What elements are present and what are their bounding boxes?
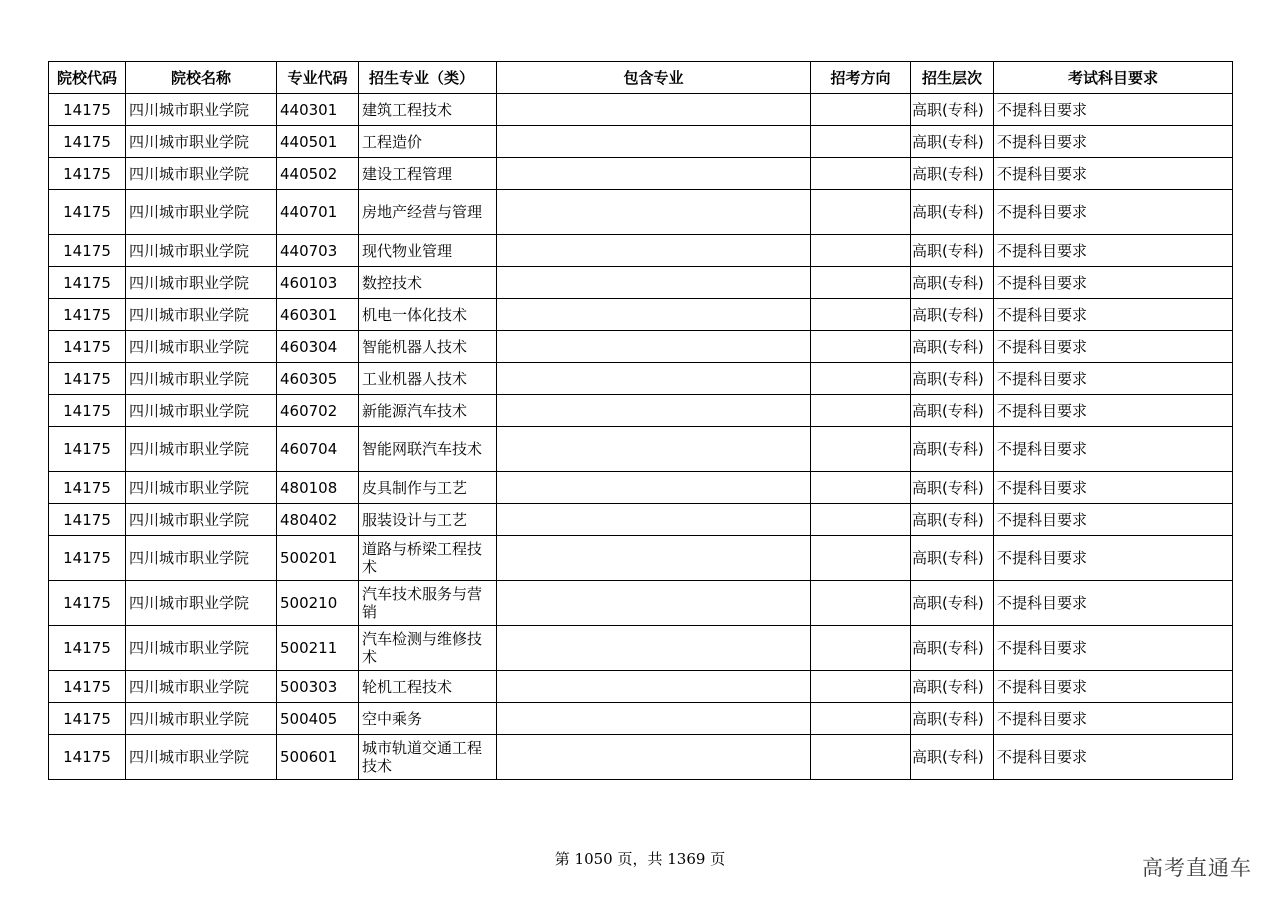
cell-school-code: 14175 bbox=[49, 735, 126, 780]
cell-major-code: 460103 bbox=[277, 267, 359, 299]
cell-level: 高职(专科) bbox=[911, 536, 994, 581]
cell-subject-requirement: 不提科目要求 bbox=[994, 395, 1233, 427]
cell-included-majors bbox=[497, 363, 811, 395]
cell-level: 高职(专科) bbox=[911, 299, 994, 331]
cell-school-name: 四川城市职业学院 bbox=[126, 158, 277, 190]
cell-major: 建设工程管理 bbox=[359, 158, 497, 190]
table-row bbox=[49, 703, 1233, 735]
cell-direction bbox=[811, 395, 911, 427]
cell-direction bbox=[811, 504, 911, 536]
cell-major-code: 460304 bbox=[277, 331, 359, 363]
table-row bbox=[49, 94, 1233, 126]
cell-subject-requirement: 不提科目要求 bbox=[994, 126, 1233, 158]
cell-direction bbox=[811, 126, 911, 158]
table-row bbox=[49, 395, 1233, 427]
cell-included-majors bbox=[497, 472, 811, 504]
cell-major-code: 440501 bbox=[277, 126, 359, 158]
cell-direction bbox=[811, 581, 911, 626]
cell-school-code: 14175 bbox=[49, 126, 126, 158]
cell-major: 工程造价 bbox=[359, 126, 497, 158]
table-row bbox=[49, 427, 1233, 472]
cell-major: 皮具制作与工艺 bbox=[359, 472, 497, 504]
admissions-table bbox=[48, 61, 1233, 780]
cell-subject-requirement: 不提科目要求 bbox=[994, 626, 1233, 671]
cell-direction bbox=[811, 94, 911, 126]
cell-direction bbox=[811, 735, 911, 780]
cell-school-code: 14175 bbox=[49, 536, 126, 581]
cell-school-name: 四川城市职业学院 bbox=[126, 190, 277, 235]
cell-level: 高职(专科) bbox=[911, 472, 994, 504]
cell-included-majors bbox=[497, 331, 811, 363]
cell-major: 工业机器人技术 bbox=[359, 363, 497, 395]
cell-subject-requirement: 不提科目要求 bbox=[994, 363, 1233, 395]
cell-level: 高职(专科) bbox=[911, 363, 994, 395]
table-row bbox=[49, 472, 1233, 504]
cell-major-code: 480402 bbox=[277, 504, 359, 536]
cell-school-name: 四川城市职业学院 bbox=[126, 472, 277, 504]
cell-school-code: 14175 bbox=[49, 299, 126, 331]
cell-school-code: 14175 bbox=[49, 235, 126, 267]
cell-school-code: 14175 bbox=[49, 427, 126, 472]
cell-included-majors bbox=[497, 299, 811, 331]
cell-subject-requirement: 不提科目要求 bbox=[994, 267, 1233, 299]
cell-subject-requirement: 不提科目要求 bbox=[994, 427, 1233, 472]
cell-school-name: 四川城市职业学院 bbox=[126, 427, 277, 472]
table-row bbox=[49, 504, 1233, 536]
cell-subject-requirement: 不提科目要求 bbox=[994, 703, 1233, 735]
cell-level: 高职(专科) bbox=[911, 735, 994, 780]
cell-included-majors bbox=[497, 735, 811, 780]
cell-subject-requirement: 不提科目要求 bbox=[994, 581, 1233, 626]
cell-direction bbox=[811, 626, 911, 671]
cell-subject-requirement: 不提科目要求 bbox=[994, 235, 1233, 267]
cell-major-code: 500405 bbox=[277, 703, 359, 735]
cell-included-majors bbox=[497, 504, 811, 536]
cell-school-code: 14175 bbox=[49, 331, 126, 363]
cell-major-code: 440703 bbox=[277, 235, 359, 267]
cell-included-majors bbox=[497, 671, 811, 703]
cell-major-code: 500303 bbox=[277, 671, 359, 703]
cell-school-name: 四川城市职业学院 bbox=[126, 94, 277, 126]
cell-direction bbox=[811, 235, 911, 267]
cell-level: 高职(专科) bbox=[911, 190, 994, 235]
cell-major: 汽车检测与维修技术 bbox=[359, 626, 497, 671]
cell-subject-requirement: 不提科目要求 bbox=[994, 735, 1233, 780]
cell-major-code: 440502 bbox=[277, 158, 359, 190]
cell-school-name: 四川城市职业学院 bbox=[126, 299, 277, 331]
cell-included-majors bbox=[497, 235, 811, 267]
cell-major: 城市轨道交通工程技术 bbox=[359, 735, 497, 780]
cell-level: 高职(专科) bbox=[911, 581, 994, 626]
cell-level: 高职(专科) bbox=[911, 626, 994, 671]
cell-major: 房地产经营与管理 bbox=[359, 190, 497, 235]
cell-subject-requirement: 不提科目要求 bbox=[994, 190, 1233, 235]
cell-subject-requirement: 不提科目要求 bbox=[994, 158, 1233, 190]
cell-major-code: 480108 bbox=[277, 472, 359, 504]
cell-major-code: 500601 bbox=[277, 735, 359, 780]
cell-major-code: 460702 bbox=[277, 395, 359, 427]
cell-included-majors bbox=[497, 126, 811, 158]
table-row bbox=[49, 190, 1233, 235]
cell-school-name: 四川城市职业学院 bbox=[126, 536, 277, 581]
table-row bbox=[49, 331, 1233, 363]
table-row bbox=[49, 735, 1233, 780]
cell-school-code: 14175 bbox=[49, 158, 126, 190]
cell-level: 高职(专科) bbox=[911, 504, 994, 536]
cell-school-name: 四川城市职业学院 bbox=[126, 735, 277, 780]
cell-major-code: 460704 bbox=[277, 427, 359, 472]
cell-level: 高职(专科) bbox=[911, 94, 994, 126]
header-school-code: 院校代码 bbox=[49, 62, 126, 94]
table-row bbox=[49, 299, 1233, 331]
cell-major: 服装设计与工艺 bbox=[359, 504, 497, 536]
cell-major: 机电一体化技术 bbox=[359, 299, 497, 331]
cell-level: 高职(专科) bbox=[911, 235, 994, 267]
cell-school-code: 14175 bbox=[49, 671, 126, 703]
cell-major-code: 500211 bbox=[277, 626, 359, 671]
cell-included-majors bbox=[497, 626, 811, 671]
cell-major: 轮机工程技术 bbox=[359, 671, 497, 703]
cell-major: 现代物业管理 bbox=[359, 235, 497, 267]
cell-school-name: 四川城市职业学院 bbox=[126, 671, 277, 703]
cell-school-name: 四川城市职业学院 bbox=[126, 235, 277, 267]
cell-included-majors bbox=[497, 267, 811, 299]
cell-school-code: 14175 bbox=[49, 94, 126, 126]
table-row bbox=[49, 267, 1233, 299]
cell-school-code: 14175 bbox=[49, 581, 126, 626]
cell-school-code: 14175 bbox=[49, 504, 126, 536]
cell-level: 高职(专科) bbox=[911, 331, 994, 363]
header-included-majors: 包含专业 bbox=[497, 62, 811, 94]
cell-included-majors bbox=[497, 190, 811, 235]
cell-level: 高职(专科) bbox=[911, 427, 994, 472]
table-row bbox=[49, 126, 1233, 158]
cell-major-code: 460301 bbox=[277, 299, 359, 331]
cell-school-name: 四川城市职业学院 bbox=[126, 626, 277, 671]
page-number: 第 1050 页，共 1369 页 bbox=[554, 850, 726, 868]
cell-school-code: 14175 bbox=[49, 363, 126, 395]
cell-school-name: 四川城市职业学院 bbox=[126, 267, 277, 299]
cell-included-majors bbox=[497, 158, 811, 190]
cell-included-majors bbox=[497, 395, 811, 427]
header-direction: 招考方向 bbox=[811, 62, 911, 94]
cell-subject-requirement: 不提科目要求 bbox=[994, 299, 1233, 331]
cell-major-code: 500201 bbox=[277, 536, 359, 581]
cell-major-code: 440701 bbox=[277, 190, 359, 235]
cell-level: 高职(专科) bbox=[911, 671, 994, 703]
cell-school-name: 四川城市职业学院 bbox=[126, 504, 277, 536]
header-major: 招生专业（类） bbox=[359, 62, 497, 94]
cell-included-majors bbox=[497, 703, 811, 735]
cell-subject-requirement: 不提科目要求 bbox=[994, 94, 1233, 126]
cell-level: 高职(专科) bbox=[911, 703, 994, 735]
table-row bbox=[49, 363, 1233, 395]
cell-major: 智能网联汽车技术 bbox=[359, 427, 497, 472]
cell-school-name: 四川城市职业学院 bbox=[126, 581, 277, 626]
cell-school-name: 四川城市职业学院 bbox=[126, 703, 277, 735]
cell-direction bbox=[811, 536, 911, 581]
table-row bbox=[49, 626, 1233, 671]
cell-direction bbox=[811, 299, 911, 331]
cell-direction bbox=[811, 472, 911, 504]
cell-major: 智能机器人技术 bbox=[359, 331, 497, 363]
cell-major: 数控技术 bbox=[359, 267, 497, 299]
header-major-code: 专业代码 bbox=[277, 62, 359, 94]
cell-major-code: 460305 bbox=[277, 363, 359, 395]
cell-school-name: 四川城市职业学院 bbox=[126, 363, 277, 395]
cell-direction bbox=[811, 427, 911, 472]
cell-subject-requirement: 不提科目要求 bbox=[994, 472, 1233, 504]
cell-direction bbox=[811, 703, 911, 735]
watermark-logo: 高考直通车 bbox=[1142, 856, 1252, 880]
table-row bbox=[49, 158, 1233, 190]
table-header-row bbox=[49, 62, 1233, 94]
header-subject-requirement: 考试科目要求 bbox=[994, 62, 1233, 94]
cell-level: 高职(专科) bbox=[911, 395, 994, 427]
cell-major: 汽车技术服务与营销 bbox=[359, 581, 497, 626]
cell-school-code: 14175 bbox=[49, 190, 126, 235]
cell-school-code: 14175 bbox=[49, 703, 126, 735]
cell-level: 高职(专科) bbox=[911, 126, 994, 158]
table-row bbox=[49, 536, 1233, 581]
cell-direction bbox=[811, 331, 911, 363]
cell-major: 空中乘务 bbox=[359, 703, 497, 735]
cell-direction bbox=[811, 267, 911, 299]
cell-included-majors bbox=[497, 94, 811, 126]
cell-school-name: 四川城市职业学院 bbox=[126, 126, 277, 158]
table-row bbox=[49, 581, 1233, 626]
cell-school-code: 14175 bbox=[49, 626, 126, 671]
cell-school-code: 14175 bbox=[49, 395, 126, 427]
header-level: 招生层次 bbox=[911, 62, 994, 94]
cell-level: 高职(专科) bbox=[911, 267, 994, 299]
cell-subject-requirement: 不提科目要求 bbox=[994, 671, 1233, 703]
cell-direction bbox=[811, 190, 911, 235]
header-school-name: 院校名称 bbox=[126, 62, 277, 94]
cell-school-name: 四川城市职业学院 bbox=[126, 395, 277, 427]
cell-direction bbox=[811, 158, 911, 190]
cell-major: 建筑工程技术 bbox=[359, 94, 497, 126]
cell-school-code: 14175 bbox=[49, 267, 126, 299]
cell-level: 高职(专科) bbox=[911, 158, 994, 190]
cell-direction bbox=[811, 671, 911, 703]
cell-major: 道路与桥梁工程技术 bbox=[359, 536, 497, 581]
table-row bbox=[49, 671, 1233, 703]
cell-subject-requirement: 不提科目要求 bbox=[994, 536, 1233, 581]
cell-school-code: 14175 bbox=[49, 472, 126, 504]
cell-school-name: 四川城市职业学院 bbox=[126, 331, 277, 363]
cell-subject-requirement: 不提科目要求 bbox=[994, 331, 1233, 363]
cell-included-majors bbox=[497, 581, 811, 626]
cell-subject-requirement: 不提科目要求 bbox=[994, 504, 1233, 536]
cell-major-code: 440301 bbox=[277, 94, 359, 126]
table-row bbox=[49, 235, 1233, 267]
cell-included-majors bbox=[497, 536, 811, 581]
cell-major: 新能源汽车技术 bbox=[359, 395, 497, 427]
cell-direction bbox=[811, 363, 911, 395]
cell-major-code: 500210 bbox=[277, 581, 359, 626]
cell-included-majors bbox=[497, 427, 811, 472]
